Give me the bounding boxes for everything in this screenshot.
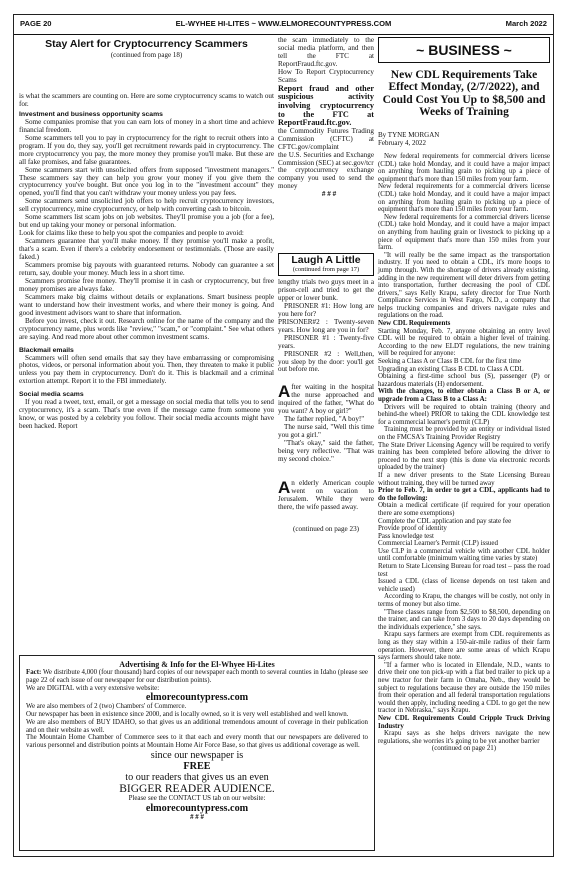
paragraph: is what the scammers are counting on. Here are some cryptocurrency scams to watch out for. (19, 92, 274, 108)
paragraph: Drivers will be required to obtain training (theory and behind-the wheel) PRIOR to taking the CDL knowledge test for a commercial learner's permit (CLP) (378, 402, 550, 426)
list-item: Issued a CDL (class of license depends on test taken and vehicle used) (378, 577, 550, 593)
subhead-blackmail: Blackmail emails (19, 346, 74, 354)
paragraph: New federal requirements for commercial drivers license (CDL) take hold Monday, and it could have a major impact on anything from hauling grain to picking up a piece of equipment that's more than 150 miles from your farm. (378, 152, 550, 183)
joke-text: n elderly American couple went on vacation to Jerusalem. While they were there, the wife passed away. (278, 478, 374, 511)
paragraph: Scammers guarantee that you'll make money. If they promise you'll make a profit, that's a scam. Even if there's a celebrity endorsement or testimonials. (Those are easily faked.) (19, 237, 274, 262)
list-item: Return to State Licensing Bureau for road test – pass the road test (378, 562, 550, 578)
paragraph: PRISONER#2 : Twenty-seven years. How long are you in for? (278, 317, 374, 334)
paragraph: "That's okay," said the father, being very reflective. "That was my second choice." (278, 439, 374, 464)
paragraph: "If a farmer who is located in Ellendale, N.D., wants to drive their one ton pick-up with a flat bed trailer to pick up a new tractor for their farm in Omaha, Neb., they would be subject to regulations because they are outside the 150 miles from their operation and all federal transportation regulations would then apply, including needing a CDL to go get the new tractor in Nebraska," says Krapu. (378, 660, 550, 715)
pub-date: February 4, 2022 (378, 139, 427, 147)
author: By TYNE MORGAN (378, 131, 440, 139)
reader-line: to our readers that gives us an even (125, 771, 269, 783)
laugh-continued-to: (continued on page 23) (292, 524, 360, 533)
paragraph: the cryptocurrency exchange company you used to send the money (278, 166, 374, 191)
subhead-cripple: New CDL Requirements Could Cripple Truck Driving Industry (378, 713, 550, 730)
crypto-article-col2 (278, 37, 374, 199)
paragraph: Scammers promise free money. They'll promise it in cash or cryptocurrency, but free money promises are always fake. (19, 276, 274, 293)
website-link-2[interactable]: elmorecountypress.com (145, 802, 249, 814)
paragraph: PRISONER #2 : Well,then, you sleep by the door: you'll get out before me. (278, 349, 374, 374)
subhead-social: Social media scams (19, 391, 84, 399)
fact-text: We distribute 4,000 (four thousand) hard copies of our newspaper each month to several counties in Idaho (please see page 22 of each issue of our newspaper for our distribution points). (26, 669, 368, 684)
end-mark: # # # (321, 190, 337, 199)
paragraph: Some companies promise that you can earn lots of money in a short time and achieve financial freedom. (19, 117, 274, 134)
fact-label: Fact: (26, 669, 42, 676)
bigger-audience: BIGGER READER AUDIENCE. (119, 782, 275, 795)
paragraph: Some scammers list scam jobs on job websites. They'll promise you a job (for a fee), but end up taking your money or personal information. (19, 213, 274, 230)
paragraph: Look for claims like these to help you spot the companies and people to avoid: (19, 229, 244, 238)
website-link[interactable]: elmorecountypress.com (145, 692, 249, 704)
paragraph: The nurse said, "Well this time you got a girl." (278, 423, 374, 440)
crypto-article-col1 (19, 93, 274, 431)
byline (378, 131, 550, 147)
list-item: Commercial Learner's Permit (CLP) issued (378, 539, 498, 548)
crypto-continued: (continued from page 18) (110, 51, 183, 59)
newspaper-page (13, 14, 554, 857)
subhead-changes: With the changes, to either obtain a Class B or A, or upgrade from a Class B to a Class A: (378, 387, 550, 403)
ad-title: Advertising & Info for the El-Whyee Hi-Lites (119, 660, 275, 669)
list-item: Use CLP in a commercial vehicle with another CDL holder until comfortable (minimum waiting time varies by state) (378, 546, 550, 563)
list-item: Seeking a Class A or Class B CDL for the first time (378, 357, 521, 366)
crypto-headline (19, 39, 274, 61)
paragraph: Krapu says as she helps drivers navigate the new regulations, she worries it's going to be yet another barrier (378, 729, 550, 745)
paragraph: the U.S. Securities and Exchange Commission (SEC) at sec.gov/tcr (278, 150, 374, 167)
paragraph: New federal requirements for a commercial drivers license (CDL) take hold Monday, and it could have a major impact on anything from hauling grain or livestock to picking up a piece of equipment that's more than 150 miles from your farm. (378, 212, 550, 252)
paragraph: Before you invest, check it out. Research online for the name of the company and the cryptocurrency name, plus words like "review," "scam," or "complaint." See what others are saying. And read more about other common investment scams. (19, 316, 274, 341)
paragraph: the scam immediately to the social media platform, and then tell the FTC at ReportFraud.ftc.gov. (278, 36, 374, 68)
drop-cap: A (278, 477, 291, 497)
paragraph: Scammers will often send emails that say they have embarrassing or compromising photos, videos, or personal information about you. Then, they threaten to make it public unless you pay them in cryptocurrency. Don't do it. This is blackmail and a criminal extortion attempt. Report it to the FBI immediately. (19, 353, 274, 386)
ad-paragraph: We are also members of BUY IDAHO, so that gives us an additional tremendous amount of coverage in their publication and on their website as well. (26, 718, 368, 734)
paragraph: Krapu says farmers are exempt from CDL requirements as long as they stay within a 150-air-mile radius of their farm operation. However, there are some areas of which Krapu says farmers should take note. (378, 630, 550, 662)
list-item: Upgrading an existing Class B CDL to Class A CDL (378, 364, 524, 373)
list-item: Provide proof of identity (378, 524, 447, 533)
cdl-article (378, 153, 550, 753)
crypto-title: Stay Alert for Cryptocurrency Scammers (45, 38, 248, 50)
paragraph: Some scammers start with unsolicited offers from supposed "investment managers." These scammers say they can help you grow your money if you give them the cryptocurrency you've bought. But once you log in to the "investment account" they opened, you'll find that you can't withdraw your money unless you pay fees. (19, 165, 274, 198)
page-number: PAGE 20 (20, 19, 52, 28)
paragraph: PRISONER #1: How long are you here for? (278, 301, 374, 318)
paragraph: Scammers make big claims without details or explanations. Smart business people want to understand how their investment works, and where their money is going. And good investment advisors want to share that information. (19, 292, 274, 317)
paragraph: "These classes range from $2,500 to $8,500, depending on the trainer, and can take from 3 days to 20 days depending on the individuals experience," she says. (378, 607, 550, 631)
subhead-new-cdl: New CDL Requirements (378, 319, 451, 328)
advertising-box (19, 655, 375, 851)
laugh-continued: (continued from page 17) (292, 266, 360, 273)
paragraph: "It will really be the same impact as the transportation industry. If you need to obtain a CDL, it's more hoops to jump through. With the shortage of drivers already existing, adding in the new requirement will deter drivers from getting into transportation, further decreasing the pool of CDL drivers," says Kelly Krapu, safety director for True North Compliance Services in West Fargo, N.D., a company that helps trucking companies and drivers navigate rules and regulations on the road. (378, 250, 550, 320)
paragraph: According to Krapu, the changes will be costly, not only in terms of money but also time. (378, 592, 550, 609)
since-line: since our newspaper is (150, 749, 244, 761)
paragraph: Training must be provided by an entity or individual listed on the FMCSA's Training Provider Registry (378, 425, 550, 441)
issue-date: March 2022 (505, 19, 547, 28)
paragraph: If a new driver presents to the State Licensing Bureau without training, they will be turned away (378, 470, 550, 487)
drop-cap: A (278, 382, 291, 402)
page-header (14, 15, 553, 35)
paragraph: If you read a tweet, text, email, or get a message on social media that tells you to send cryptocurrency, it's a scam. That's true even if the message came from someone you know, or was posted by a celebrity you follow. Their social media accounts might have been hacked. Report (19, 398, 274, 431)
subhead-investment: Investment and business opportunity scams (19, 110, 163, 118)
paragraph: How To Report Cryptocurrency Scams (278, 67, 374, 84)
list-item: Obtain a medical certificate (if required for your operation there are some exemptions) (378, 501, 550, 517)
free-word: FREE (183, 760, 211, 772)
laugh-article (278, 279, 374, 534)
list-item: Pass knowledge test (378, 531, 434, 540)
list-item: Complete the CDL application and pay state fee (378, 516, 512, 525)
ad-fact (26, 669, 368, 685)
paragraph: PRISONER #1 : Twenty-five years. (278, 333, 374, 350)
business-banner: ~ BUSINESS ~ (378, 37, 550, 63)
paragraph: the Commodity Futures Trading Commission (CFTC) at CFTC.gov/complaint (278, 126, 374, 151)
paragraph: Some scammers send unsolicited job offers to help recruit cryptocurrency investors, sell cryptocurrency, mine cryptocurrency, or help with converting cash to bitcoin. (19, 197, 274, 214)
joke-paragraph (278, 477, 374, 512)
cdl-headline: New CDL Requirements Take Effect Monday, (2/7/2022), and Could Cost You Up to $8,500 and Weeks of Training (382, 69, 546, 119)
end-mark: # # # (190, 813, 204, 821)
joke-text: fter waiting in the hospital the nurse approached and inquired of the father, "What do you want? A boy or girl?" (278, 383, 374, 416)
paragraph: lengthy trials two guys meet in a prison-cell and tried to get the upper or lower bunk. (278, 278, 374, 302)
ad-paragraph: Our newspaper has been in existence since 2000, and is locally owned, so it is very well established and well known. (26, 711, 349, 718)
cdl-continued-to: (continued on page 21) (431, 744, 497, 753)
paragraph: Scammers promise big payouts with guaranteed returns. Nobody can guarantee a set return, say, double your money. Much less in a short time. (19, 261, 274, 277)
paragraph: Starting Monday, Feb. 7, anyone obtaining an entry level CDL will be required to obtain a higher level of training. According to the new ELDT regulations, the new training will be required for anyone: (378, 326, 550, 358)
paragraph: The father replied, "A boy!" (284, 415, 365, 424)
subhead-prior: Prior to Feb. 7, in order to get a CDL, applicants had to do the following: (378, 486, 550, 502)
laugh-title: Laugh A Little (291, 254, 361, 266)
paragraph-report: Report fraud and other suspicious activity involving cryptocurrency to the FTC at ReportFraud.ftc.gov. (278, 83, 374, 128)
paragraph: The State Driver Licensing Agency will be required to verify training has been completed before allowing the driver to proceed to the next step (this is done via electronic records uploaded by the trainer) (378, 440, 550, 472)
contact-line: Please see the CONTACT US tab on our website: (128, 794, 266, 802)
joke-paragraph (278, 384, 374, 416)
ad-paragraph: The Mountain Home Chamber of Commerce sees to it that each and every month that our newspapers are delivered to various personnel and distribution points at Mountain Home Air Force Base, so that gives us additional coverage as well. (26, 734, 368, 749)
paragraph: New federal requirements for a commercial drivers license (CDL) take hold Monday, and it could have a major impact on anything from hauling grain to picking up a piece of equipment that's more than 150 miles from your farm. (378, 182, 550, 214)
list-item: Obtaining a first-time school bus (S), passenger (P) or hazardous materials (H) endorsement. (378, 372, 550, 388)
masthead-line: EL-WYHEE HI-LITES ~ WWW.ELMORECOUNTYPRESS.COM (175, 19, 392, 28)
paragraph: Some scammers tell you to pay in cryptocurrency for the right to recruit others into a program. If you do, they say, you'll get recruitment rewards paid in cryptocurrency. The more cryptocurrency you pay, the more money they promise you'll make. But these are all fake promises, and false guarantees. (19, 133, 274, 166)
ad-paragraph: We are DIGITAL with a very extensive website: (26, 684, 160, 692)
laugh-title-box (278, 253, 374, 276)
ad-paragraph: We are also members of 2 (two) Chambers' of Commerce. (26, 703, 187, 711)
